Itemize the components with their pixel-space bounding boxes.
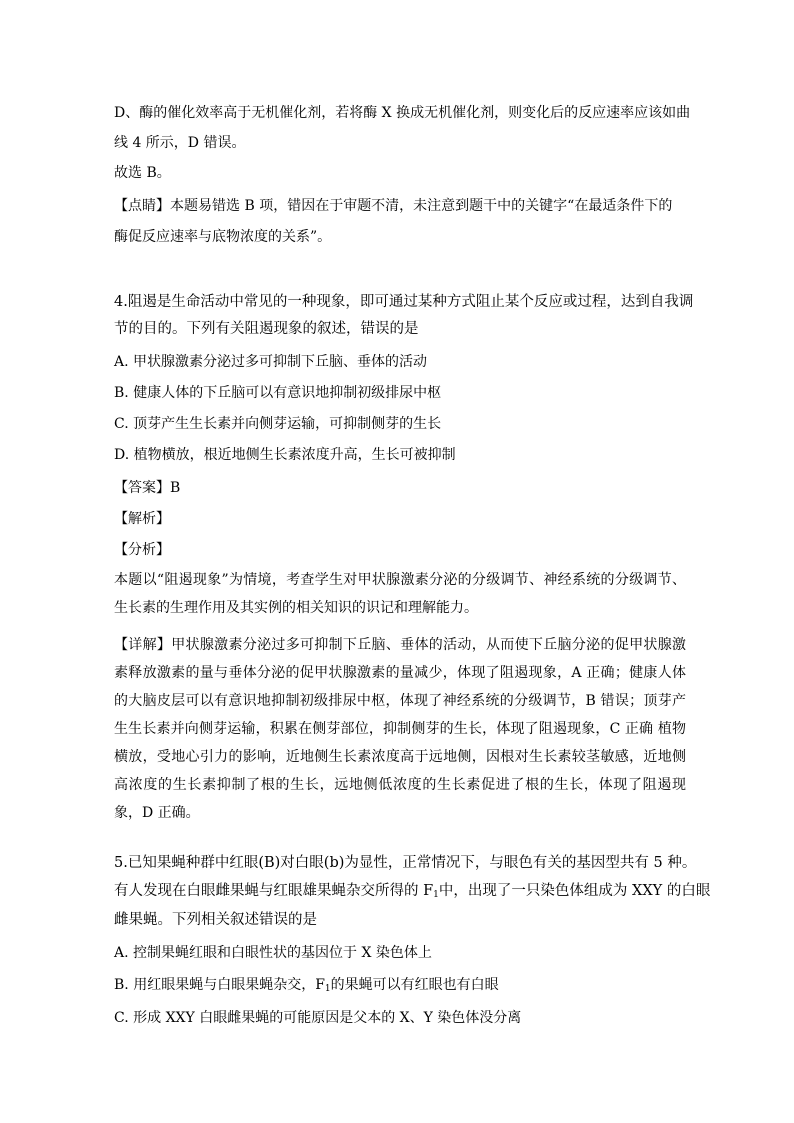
q5-option-c: C. 形成 XXY 白眼雌果蝇的可能原因是父本的 X、Y 染色体没分离 — [114, 1010, 522, 1026]
q5-option-b: B. 用红眼果蝇与白眼果蝇杂交，$F_1$的果蝇可以有红眼也有白眼 — [114, 977, 499, 994]
q4-option-c: C. 顶芽产生生长素并向侧芽运输，可抑制侧芽的生长 — [114, 416, 442, 432]
q3-option-d-explanation-line2: 线 4 所示，D 错误。 — [114, 135, 246, 151]
q4-detail-text: 【详解】甲状腺激素分泌过多可抑制下丘脑、垂体的活动，从而使下丘脑分泌的促甲状腺激素释放激素的量与垂体分泌的促甲状腺激素的量减少，体现了阻遏现象，A 正确；健康人体的大脑皮层可以有意识地抑制初级排尿中枢，体现了神经系统的分级调节，B 错误；顶芽产生生长素并向侧芽运输，积累在侧芽部位，抑制侧芽的生长，体现了阻遏现象，C 正确 植物横放，受地心引力的影响，近地侧生长素浓度高于远地侧，因根对生长素较茎敏感，近地侧高浓度的生长素抑制了根的生长，远地侧低浓度的生长素促进了根的生长，体现了阻遏现象，D 正确。 — [114, 637, 686, 821]
q3-option-d-explanation-line1: D、酶的催化效率高于无机催化剂，若将酶 X 换成无机催化剂，则变化后的反应速率应该如曲 — [114, 105, 691, 121]
q3-final-choice: 故选 B。 — [114, 165, 171, 181]
q4-stem-line2: 节的目的。下列有关阻遏现象的叙述，错误的是 — [114, 321, 419, 337]
q4-answer: 【答案】B — [114, 480, 181, 496]
q4-option-d: D. 植物横放，根近地侧生长素浓度升高，生长可被抑制 — [114, 447, 456, 463]
q4-option-b: B. 健康人体的下丘脑可以有意识地抑制初级排尿中枢 — [114, 385, 442, 401]
q4-option-a: A. 甲状腺激素分泌过多可抑制下丘脑、垂体的活动 — [114, 354, 428, 370]
q4-fenxi-text: 本题以“阻遏现象”为情境，考查学生对甲状腺激素分泌的分级调节、神经系统的分级调节、生长素的生理作用及其实例的相关知识的识记和理解能力。 — [114, 572, 686, 616]
q3-tip-line1: 【点睛】本题易错选 B 项，错因在于审题不清，未注意到题干中的关键字“在最适条件下的 — [114, 198, 673, 214]
q5-stem-line1: 5.已知果蝇种群中红眼(B)对白眼(b)为显性，正常情况下，与眼色有关的基因型共有 5 种。 — [114, 855, 697, 871]
q4-analysis-heading: 【解析】 — [114, 511, 170, 527]
q3-tip-line2: 酶促反应速率与底物浓度的关系”。 — [114, 229, 332, 245]
q4-stem-line1: 4.阻遏是生命活动中常见的一种现象，即可通过某种方式阻止某个反应或过程，达到自我调 — [114, 294, 694, 310]
q5-stem-line2: 有人发现在白眼雌果蝇与红眼雄果蝇杂交所得的 $F_1$中，出现了一只染色体组成为 XXY 的白眼 — [114, 883, 711, 900]
q4-fenxi-heading: 【分析】 — [114, 542, 170, 558]
q5-option-a: A. 控制果蝇红眼和白眼性状的基因位于 X 染色体上 — [114, 945, 432, 961]
q5-stem-line3: 雌果蝇。下列相关叙述错误的是 — [114, 912, 317, 928]
